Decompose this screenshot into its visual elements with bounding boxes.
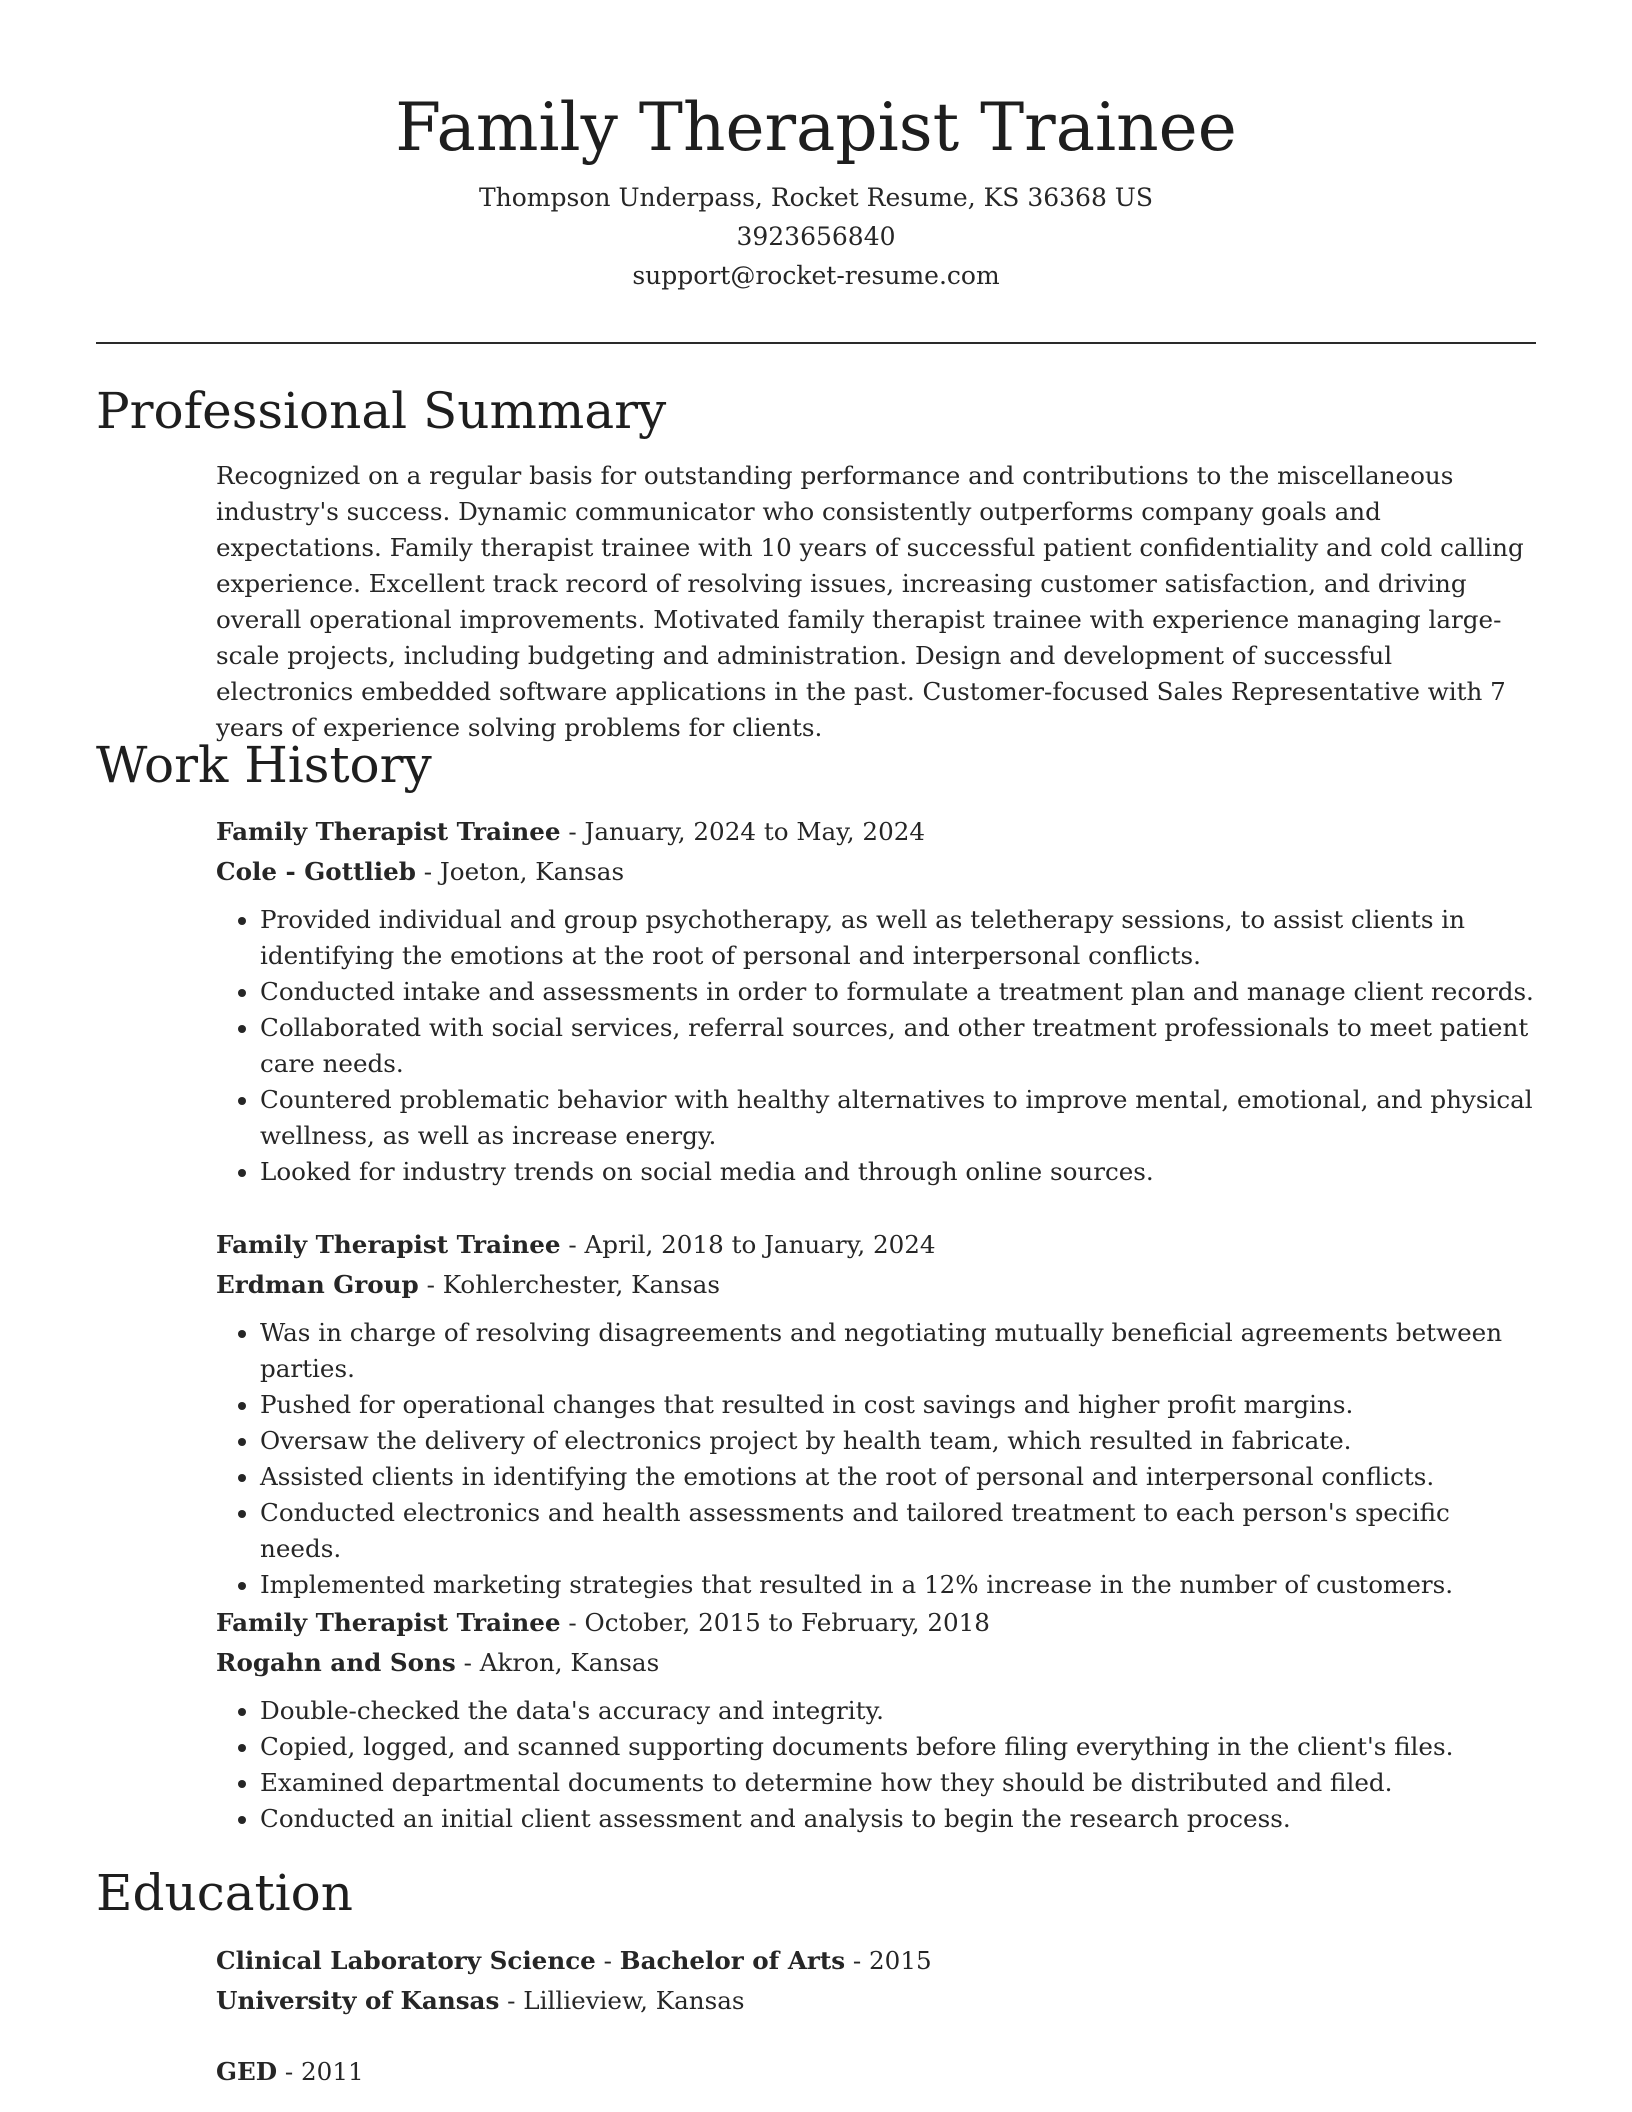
job-location: Kohlerchester, Kansas	[442, 1270, 720, 1299]
separator: -	[418, 1270, 443, 1299]
job-duty: • Was in charge of resolving disagreements and negotiating mutually beneficial agreements between parties.	[260, 1315, 1536, 1387]
education-entry	[216, 1941, 1536, 2021]
job-duty: • Assisted clients in identifying the emotions at the root of personal and interpersonal conflicts.	[260, 1459, 1536, 1495]
job-dates: January, 2024 to May, 2024	[584, 817, 926, 846]
work-history-heading: Work History	[96, 736, 432, 794]
job-company-line	[216, 1643, 1536, 1683]
job-company-line	[216, 852, 1536, 892]
job-duty: • Pushed for operational changes that resulted in cost savings and higher profit margins.	[260, 1387, 1536, 1423]
job-position: Family Therapist Trainee	[216, 1230, 561, 1259]
job-duty: • Conducted electronics and health assessments and tailored treatment to each person's specific needs.	[260, 1495, 1536, 1567]
job-company-line	[216, 1265, 1536, 1305]
job-company: Erdman Group	[216, 1270, 419, 1299]
resume-name: Family Therapist Trainee	[395, 89, 1237, 166]
job-duty: • Collaborated with social services, referral sources, and other treatment professionals to meet patient care needs.	[260, 1010, 1536, 1082]
separator: -	[455, 1648, 480, 1677]
education-degree-line	[216, 2052, 1536, 2092]
job-duty: • Looked for industry trends on social media and through online sources.	[260, 1154, 1536, 1190]
education-heading: Education	[96, 1864, 353, 1922]
separator: -	[560, 817, 585, 846]
education-school-line	[216, 1981, 1536, 2021]
education-field: GED	[216, 2057, 278, 2086]
job-duties-list	[216, 1693, 1536, 1837]
separator: -	[560, 1230, 585, 1259]
education-year: 2015	[869, 1946, 932, 1975]
job-duty: • Oversaw the delivery of electronics project by health team, which resulted in fabricate.	[260, 1423, 1536, 1459]
education-year: 2011	[301, 2057, 364, 2086]
job-duty: • Provided individual and group psychotherapy, as well as teletherapy sessions, to assist clients in identifying the emotions at the root of personal and interpersonal conflicts.	[260, 902, 1536, 974]
job-entry	[216, 812, 1536, 1190]
job-duty: • Double-checked the data's accuracy and integrity.	[260, 1693, 1536, 1729]
separator: -	[595, 1946, 620, 1975]
summary-heading: Professional Summary	[96, 382, 667, 440]
job-duty: • Implemented marketing strategies that resulted in a 12% increase in the number of customers.	[260, 1567, 1536, 1603]
job-duties-list	[216, 902, 1536, 1190]
job-duty: • Conducted intake and assessments in order to formulate a treatment plan and manage client records.	[260, 974, 1536, 1010]
job-location: Akron, Kansas	[479, 1648, 660, 1677]
job-location: Joeton, Kansas	[439, 857, 625, 886]
contact-phone: 3923656840	[736, 222, 896, 251]
job-entry	[216, 1603, 1536, 1837]
separator: -	[499, 1986, 524, 2015]
job-title-line	[216, 1603, 1536, 1643]
education-field: Clinical Laboratory Science	[216, 1946, 596, 1975]
contact-address: Thompson Underpass, Rocket Resume, KS 36368 US	[478, 183, 1154, 212]
job-dates: April, 2018 to January, 2024	[584, 1230, 936, 1259]
education-degree: Bachelor of Arts	[619, 1946, 846, 1975]
job-position: Family Therapist Trainee	[216, 1608, 561, 1637]
education-entry	[216, 2052, 1536, 2092]
header-divider	[96, 342, 1536, 344]
job-company: Cole - Gottlieb	[216, 857, 416, 886]
job-entry	[216, 1225, 1536, 1603]
education-school: University of Kansas	[216, 1986, 500, 2015]
job-duties-list	[216, 1315, 1536, 1603]
separator: -	[415, 857, 440, 886]
job-position: Family Therapist Trainee	[216, 817, 561, 846]
separator: -	[845, 1946, 870, 1975]
separator: -	[560, 1608, 585, 1637]
job-duty: • Copied, logged, and scanned supporting documents before filing everything in the client's files.	[260, 1729, 1536, 1765]
job-title-line	[216, 812, 1536, 852]
job-company: Rogahn and Sons	[216, 1648, 456, 1677]
summary-text: Recognized on a regular basis for outstanding performance and contributions to the miscellaneous industry's success. Dynamic communicator who consistently outperforms company goals and expectations. Family therapist trainee with 10 years of successful patient confidentiality and cold calling experience. Excellent track record of resolving issues, increasing customer satisfaction, and driving overall operational improvements. Motivated family therapist trainee with experience managing large-scale projects, including budgeting and administration. Design and development of successful electronics embedded software applications in the past. Customer-focused Sales Representative with 7 years of experience solving problems for clients.	[216, 461, 1524, 742]
separator: -	[277, 2057, 302, 2086]
job-dates: October, 2015 to February, 2018	[584, 1608, 990, 1637]
job-duty: • Examined departmental documents to determine how they should be distributed and filed.	[260, 1765, 1536, 1801]
job-duty: • Countered problematic behavior with healthy alternatives to improve mental, emotional, and physical wellness, as well as increase energy.	[260, 1082, 1536, 1154]
education-location: Lillieview, Kansas	[523, 1986, 745, 2015]
resume-header	[0, 0, 1632, 295]
contact-email: support@rocket-resume.com	[632, 261, 1000, 290]
job-duty: • Conducted an initial client assessment and analysis to begin the research process.	[260, 1801, 1536, 1837]
summary-section	[216, 458, 1536, 746]
job-title-line	[216, 1225, 1536, 1265]
education-degree-line	[216, 1941, 1536, 1981]
contact-info	[0, 178, 1632, 295]
